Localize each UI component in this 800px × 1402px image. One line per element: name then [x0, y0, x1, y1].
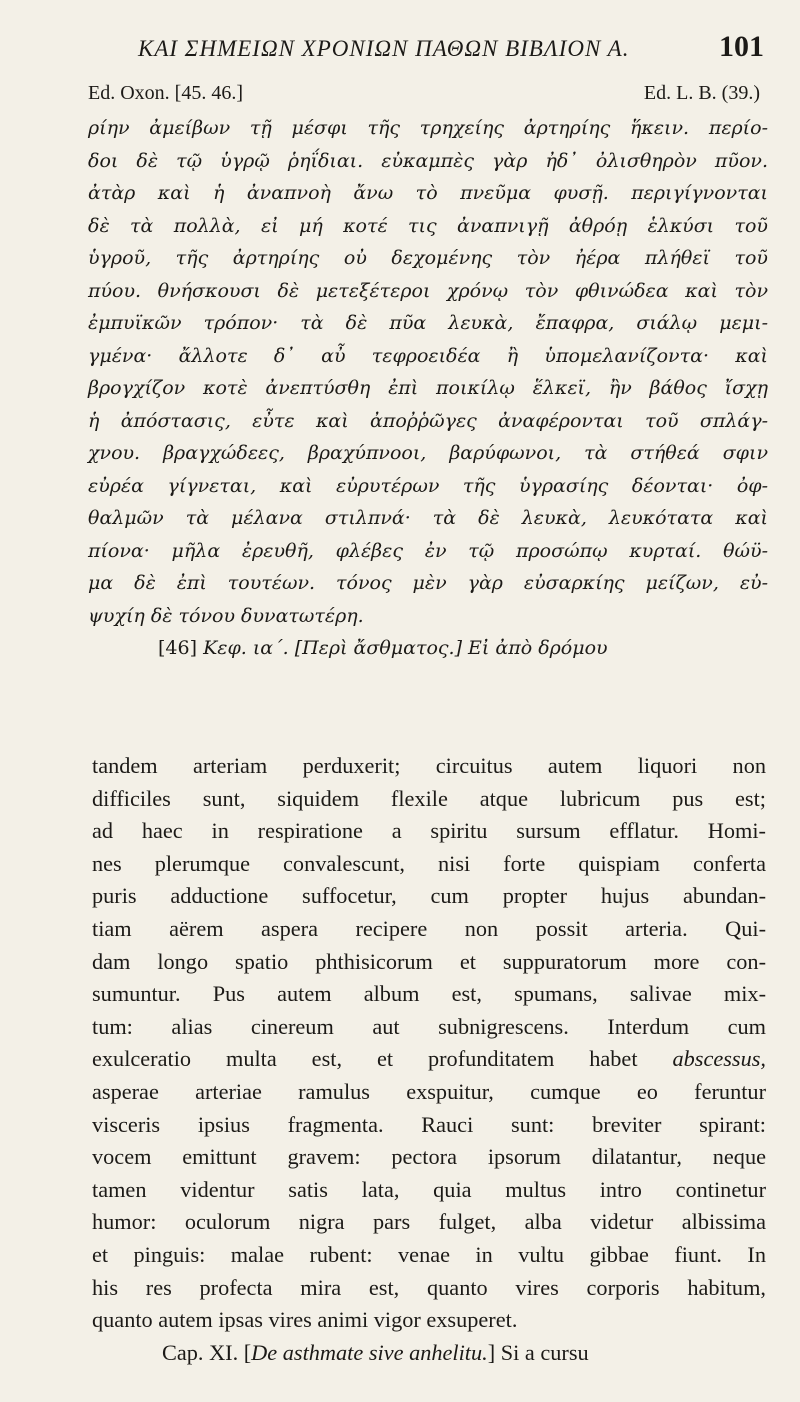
greek-line: μα δὲ ἐπὶ τουτέων. τόνος μὲν γὰρ εὐσαρκίης μείζων, εὐ-: [88, 572, 768, 594]
greek-line: ἡ ἀπόστασις, εὖτε καὶ ἀποῤῥῶγες ἀναφέρονται τοῦ σπλάγ-: [88, 409, 768, 432]
latin-text-block: [92, 750, 766, 1369]
latin-line: asperae arteriae ramulus exspuitur, cumque eo feruntur: [92, 1078, 766, 1104]
greek-line: χνου. βραγχώδεες, βραχύπνοοι, βαρύφωνοι, τὰ στήθεά σφιν: [88, 442, 768, 464]
greek-line: ἐμπυϊκῶν τρόπον· τὰ δὲ πῦα λευκὰ, ἔπαφρα, σιάλῳ μεμι-: [88, 312, 768, 334]
greek-line: πίονα· μῆλα ἐρευθῆ, φλέβες ἐν τῷ προσώπῳ κυρταί. θώϋ-: [88, 539, 768, 562]
latin-line-text: exulceratio multa est, et profunditatem habet: [92, 1046, 638, 1072]
edition-left: Ed. Oxon. [45. 46.]: [88, 82, 243, 104]
latin-chapter-heading: [92, 1337, 766, 1370]
latin-line: vocem emittunt gravem: pectora ipsorum dilatantur, neque: [92, 1144, 766, 1170]
latin-line: quanto autem ipsas vires animi vigor exsuperet.: [92, 1307, 518, 1333]
latin-line: humor: oculorum nigra pars fulget, alba videtur albissima: [92, 1209, 766, 1235]
greek-line: ρίην ἀμείβων τῇ μέσφι τῆς τρηχείης ἀρτηρίης ἥκειν. περίο-: [88, 117, 768, 139]
greek-chapter-heading: [88, 632, 768, 665]
greek-line: γμένα· ἄλλοτε δ᾽ αὖ τεφροειδέα ἢ ὑπομελανίζοντα· καὶ: [88, 344, 768, 367]
greek-line: βρογχίζον κοτὲ ἀνεπτύσθη ἐπὶ ποικίλῳ ἕλκεϊ, ἢν βάθος ἴσχῃ: [88, 377, 768, 399]
latin-line: ad haec in respiratione a spiritu sursum efflatur. Homi-: [92, 818, 766, 844]
latin-line: nes plerumque convalescunt, nisi forte quispiam conferta: [92, 850, 766, 876]
latin-line: [92, 1043, 766, 1076]
latin-line: dam longo spatio phthisicorum et suppuratorum more con-: [92, 948, 766, 974]
latin-italic-word: abscessus,: [672, 1046, 766, 1072]
latin-chapter-prefix: Cap. XI. [: [162, 1339, 252, 1365]
greek-line: θαλμῶν τὰ μέλανα στιλπνά· τὰ δὲ λευκὰ, λευκότατα καὶ: [88, 507, 768, 529]
latin-chapter-title: De asthmate sive anhelitu.: [251, 1339, 488, 1365]
greek-line: εὐρέα γίγνεται, καὶ εὐρυτέρων τῆς ὑγρασίης δέονται· ὀφ-: [88, 474, 768, 497]
latin-line: tamen videntur satis lata, quia multus intro continetur: [92, 1176, 766, 1202]
running-title: ΚΑΙ ΣΗΜΕΙΩΝ ΧΡΟΝΙΩΝ ΠΑΘΩΝ ΒΙΒΛΙΟΝ Α.: [138, 36, 630, 61]
latin-line: his res profecta mira est, quanto vires corporis habitum,: [92, 1274, 766, 1300]
greek-line: δοι δὲ τῷ ὑγρῷ ῥηΐδιαι. εὐκαμπὲς γὰρ ἠδ᾽ ὀλισθηρὸν πῦον.: [88, 149, 768, 172]
edition-right: Ed. L. B. (39.): [643, 82, 760, 104]
greek-line: δὲ τὰ πολλὰ, εἰ μή κοτέ τις ἀναπνιγῇ ἀθρόῃ ἑλκύσι τοῦ: [88, 214, 768, 237]
edition-references: [88, 82, 760, 105]
latin-chapter-suffix: ] Si a cursu: [487, 1339, 589, 1365]
greek-line: ὑγροῦ, τῆς ἀρτηρίης οὐ δεχομένης τὸν ἠέρα πλήθεϊ τοῦ: [88, 247, 768, 269]
greek-line: ἀτὰρ καὶ ἡ ἀναπνοὴ ἄνω τὸ πνεῦμα φυσῇ. περιγίγνονται: [88, 182, 768, 204]
latin-line: et pinguis: malae rubent: venae in vultu gibbae fiunt. In: [92, 1241, 766, 1267]
greek-chapter-text: Κεφ. ια΄. [Περὶ ἄσθματος.] Εἰ ἀπὸ δρόμου: [203, 637, 608, 659]
greek-text-block: [88, 112, 768, 665]
greek-chapter-number: [46]: [158, 637, 198, 659]
latin-line: sumuntur. Pus autem album est, spumans, salivae mix-: [92, 981, 766, 1007]
greek-line: πύου. θνήσκουσι δὲ μετεξέτεροι χρόνῳ τὸν φθινώδεα καὶ τὸν: [88, 279, 768, 302]
latin-line: tandem arteriam perduxerit; circuitus autem liquori non: [92, 753, 766, 778]
page-number: 101: [719, 30, 764, 63]
latin-line: puris adductione suffocetur, cum propter hujus abundan-: [92, 883, 766, 909]
latin-line: tum: alias cinereum aut subnigrescens. Interdum cum: [92, 1013, 766, 1039]
page-header: [98, 30, 764, 70]
latin-line: tiam aërem aspera recipere non possit arteria. Qui-: [92, 915, 766, 941]
latin-line: difficiles sunt, siquidem flexile atque lubricum pus est;: [92, 785, 766, 811]
greek-line: ψυχίη δὲ τόνου δυνατωτέρη.: [88, 604, 364, 627]
latin-line: visceris ipsius fragmenta. Rauci sunt: breviter spirant:: [92, 1111, 766, 1137]
